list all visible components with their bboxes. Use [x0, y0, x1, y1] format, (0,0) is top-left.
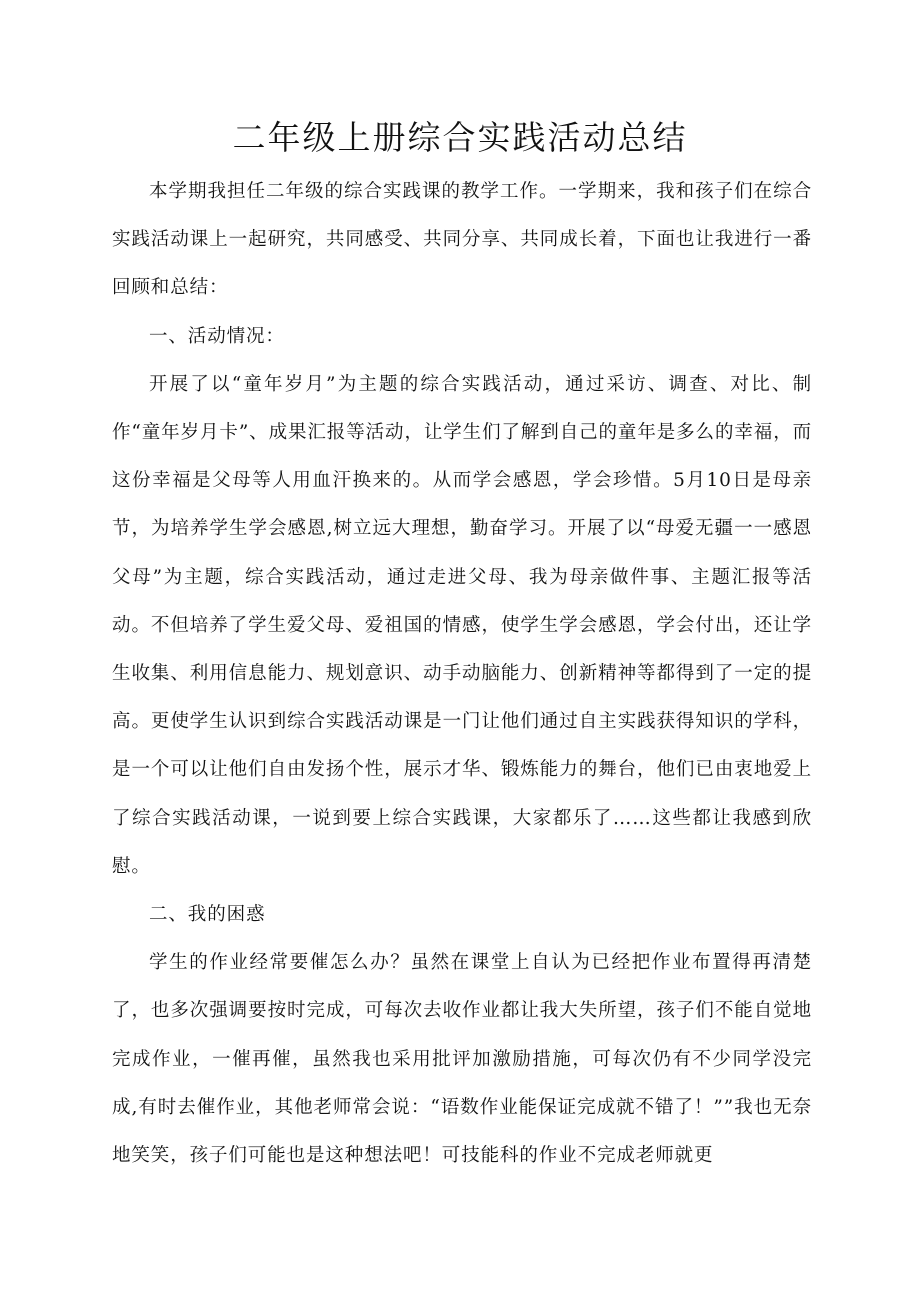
document-body	[112, 168, 812, 1180]
section-heading-activities: 一、活动情况：	[149, 325, 285, 347]
intro-paragraph: 本学期我担任二年级的综合实践课的教学工作。一学期来，我和孩子们在综合实践活动课上一起研究，共同感受、共同分享、共同成长着，下面也让我进行一番回顾和总结：	[112, 181, 812, 299]
section-heading-confusion: 二、我的困惑	[149, 904, 266, 926]
confusion-paragraph: 学生的作业经常要催怎么办？虽然在课堂上自认为已经把作业布置得再清楚了，也多次强调要按时完成，可每次去收作业都让我大失所望，孩子们不能自觉地完成作业，一催再催，虽然我也采用批评加激励措施，可每次仍有不少同学没完成,有时去催作业，其他老师常会说：“语数作业能保证完成就不错了！””我也无奈地笑笑，孩子们可能也是这种想法吧！可技能科的作业不完成老师就更	[112, 952, 812, 1167]
document-title: 二年级上册综合实践活动总结	[232, 118, 688, 157]
activities-paragraph: 开展了以“童年岁月”为主题的综合实践活动，通过采访、调查、对比、制作“童年岁月卡”、成果汇报等活动，让学生们了解到自己的童年是多么的幸福，而这份幸福是父母等人用血汗换来的。从而学会感恩，学会珍惜。5月10日是母亲节，为培养学生学会感恩,树立远大理想，勤奋学习。开展了以“母爱无疆一一感恩父母”为主题，综合实践活动，通过走进父母、我为母亲做件事、主题汇报等活动。不但培养了学生爱父母、爱祖国的情感，使学生学会感恩，学会付出，还让学生收集、利用信息能力、规划意识、动手动脑能力、创新精神等都得到了一定的提高。更使学生认识到综合实践活动课是一门让他们通过自主实践获得知识的学科，是一个可以让他们自由发扬个性，展示才华、锻炼能力的舞台，他们已由衷地爱上了综合实践活动课，一说到要上综合实践课，大家都乐了……这些都让我感到欣慰。	[112, 373, 812, 877]
